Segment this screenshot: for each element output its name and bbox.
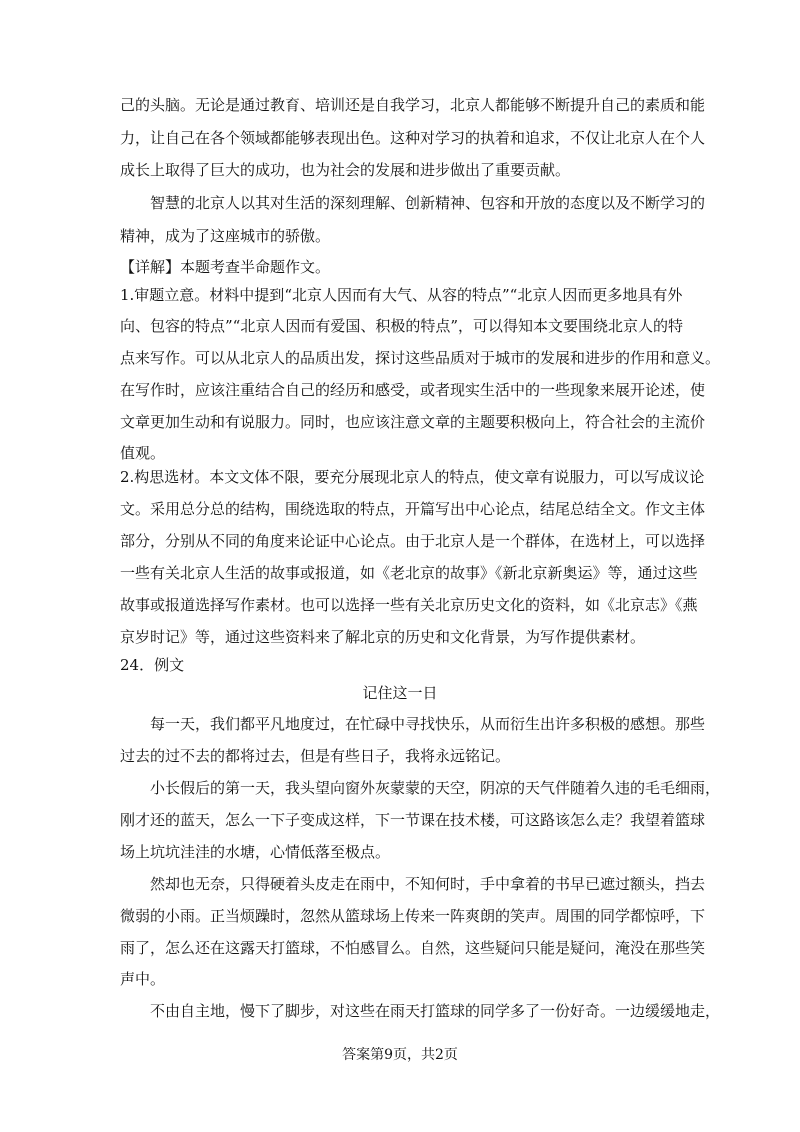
text-line: 声中。 xyxy=(120,970,166,988)
text-line: 己的头脑。无论是通过教育、培训还是自我学习，北京人都能够不断提升自己的素质和能 xyxy=(120,96,706,114)
text-line: 京岁时记》等，通过这些资料来了解北京的历史和文化背景，为写作提供素材。 xyxy=(120,628,646,646)
text-line: 成长上取得了巨大的成功，也为社会的发展和进步做出了重要贡献。 xyxy=(120,161,571,179)
text-line: 文章更加生动和有说服力。同时，也应该注意文章的主题要积极向上，符合社会的主流价 xyxy=(120,413,706,431)
section-heading: 【详解】本题考查半命题作文。 xyxy=(120,258,331,276)
text-line: 雨了，怎么还在这露天打篮球，不怕感冒么。自然，这些疑问只能是疑问，淹没在那些笑 xyxy=(120,939,706,957)
essay-title: 记住这一日 xyxy=(362,684,438,702)
text-line: 1.审题立意。材料中提到“北京人因而有大气、从容的特点”“北京人因而更多地具有外 xyxy=(120,286,683,304)
text-line: 向、包容的特点”“北京人因而有爱国、积极的特点”，可以得知本文要围绕北京人的特 xyxy=(120,317,684,335)
text-line: 值观。 xyxy=(120,444,166,462)
text-line: 场上坑坑洼洼的水塘，心情低落至极点。 xyxy=(120,843,391,861)
text-line: 点来写作。可以从北京人的品质出发，探讨这些品质对于城市的发展和进步的作用和意义。 xyxy=(120,349,721,367)
question-number: 24．例文 xyxy=(120,656,185,674)
text-line: 在写作时，应该注重结合自己的经历和感受，或者现实生活中的一些现象来展开论述，使 xyxy=(120,381,706,399)
text-line: 微弱的小雨。正当烦躁时，忽然从篮球场上传来一阵爽朗的笑声。周围的同学都惊呼，下 xyxy=(120,907,706,925)
page-footer: 答案第9页，共2页 xyxy=(342,1047,458,1063)
text-line: 文。采用总分总的结构，围绕选取的特点，开篇写出中心论点，结尾总结全文。作文主体 xyxy=(120,500,706,518)
text-line: 部分，分别从不同的角度来论证中心论点。由于北京人是一个群体，在选材上，可以选择 xyxy=(120,532,706,550)
text-line: 精神，成为了这座城市的骄傲。 xyxy=(120,227,331,245)
text-line: 一些有关北京人生活的故事或报道，如《老北京的故事》《新北京新奥运》等，通过这些 xyxy=(120,564,698,582)
text-line: 小长假后的第一天，我头望向窗外灰蒙蒙的天空，阴凉的天气伴随着久违的毛毛细雨， xyxy=(150,779,721,797)
text-line: 智慧的北京人以其对生活的深刻理解、创新精神、包容和开放的态度以及不断学习的 xyxy=(150,194,706,212)
text-line: 过去的过不去的都将过去，但是有些日子，我将永远铭记。 xyxy=(120,747,511,765)
text-line: 每一天，我们都平凡地度过，在忙碌中寻找快乐，从而衍生出许多积极的感想。那些 xyxy=(150,715,706,733)
text-line: 故事或报道选择写作素材。也可以选择一些有关北京历史文化的资料，如《北京志》《燕 xyxy=(120,596,698,614)
text-line: 2.构思选材。本文文体不限，要充分展现北京人的特点，使文章有说服力，可以写成议论 xyxy=(120,468,705,486)
text-line: 然却也无奈，只得硬着头皮走在雨中，不知何时，手中拿着的书早已遮过额头，挡去 xyxy=(150,875,706,893)
text-line: 不由自主地，慢下了脚步，对这些在雨天打篮球的同学多了一份好奇。一边缓缓地走， xyxy=(150,1002,721,1020)
text-line: 力，让自己在各个领域都能够表现出色。这种对学习的执着和追求，不仅让北京人在个人 xyxy=(120,129,706,147)
text-line: 刚才还的蓝天，怎么一下子变成这样，下一节课在技术楼，可这路该怎么走？我望着篮球 xyxy=(120,811,706,829)
